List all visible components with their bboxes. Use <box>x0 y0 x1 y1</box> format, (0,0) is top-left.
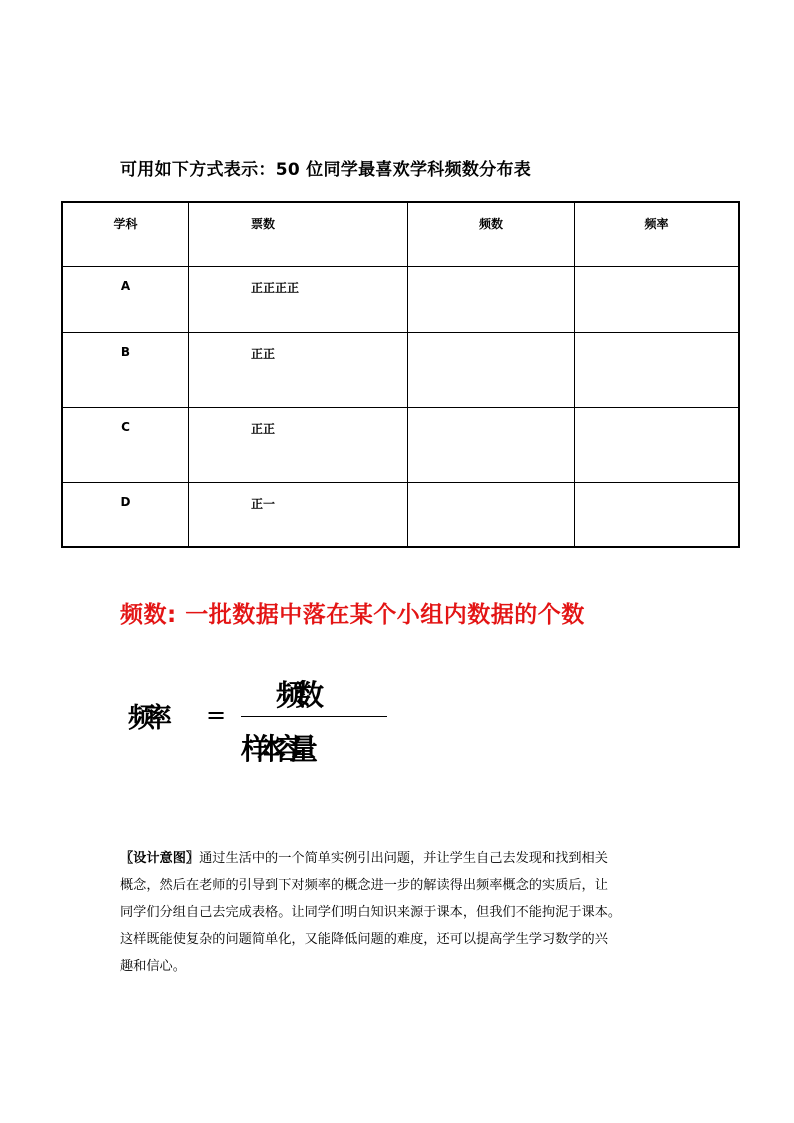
cell-votes: 正正 <box>189 407 408 482</box>
intent-line: 概念，然后在老师的引导到下对频率的概念进一步的解读得出频率概念的实质后，让 <box>120 878 608 893</box>
cell-frequency <box>408 407 575 482</box>
table-row <box>62 333 739 408</box>
cell-votes: 正一 <box>189 482 408 547</box>
cell-rate <box>575 333 740 408</box>
formula-lhs: 频率 <box>128 703 162 734</box>
design-intent-paragraph <box>120 845 680 980</box>
header-rate: 频率 <box>575 202 740 267</box>
table-row <box>62 407 739 482</box>
cell-frequency <box>408 482 575 547</box>
table-title: 可用如下方式表示：50 位同学最喜欢学科频数分布表 <box>120 160 532 180</box>
fraction-bar <box>241 716 387 717</box>
intent-line: 趣和信心。 <box>120 959 186 974</box>
cell-rate <box>575 407 740 482</box>
frequency-distribution-table <box>61 201 740 548</box>
header-votes: 票数 <box>189 202 408 267</box>
formula-equals: = <box>206 701 227 729</box>
header-frequency: 频数 <box>408 202 575 267</box>
cell-subject: A <box>62 267 189 333</box>
cell-votes: 正正正正 <box>189 267 408 333</box>
table-row <box>62 267 739 333</box>
table-header-row <box>62 202 739 267</box>
intent-line: 同学们分组自己去完成表格。让同学们明白知识来源于课本，但我们不能拘泥于课本。 <box>120 905 622 920</box>
formula-numerator: 频数 <box>276 678 315 712</box>
cell-votes: 正正 <box>189 333 408 408</box>
cell-frequency <box>408 267 575 333</box>
cell-subject: C <box>62 407 189 482</box>
cell-frequency <box>408 333 575 408</box>
table-row <box>62 482 739 547</box>
intent-tag: 〖设计意图〗 <box>120 851 200 866</box>
intent-line: 〖设计意图〗通过生活中的一个简单实例引出问题，并让学生自己去发现和找到相关 <box>120 851 608 866</box>
formula-denominator: 样本容量 <box>241 732 306 766</box>
cell-rate <box>575 267 740 333</box>
cell-subject: D <box>62 482 189 547</box>
cell-subject: B <box>62 333 189 408</box>
intent-line: 这样既能使复杂的问题简单化，又能降低问题的难度，还可以提高学生学习数学的兴 <box>120 932 608 947</box>
frequency-definition: 频数: 一批数据中落在某个小组内数据的个数 <box>120 602 585 628</box>
cell-rate <box>575 482 740 547</box>
header-subject: 学科 <box>62 202 189 267</box>
